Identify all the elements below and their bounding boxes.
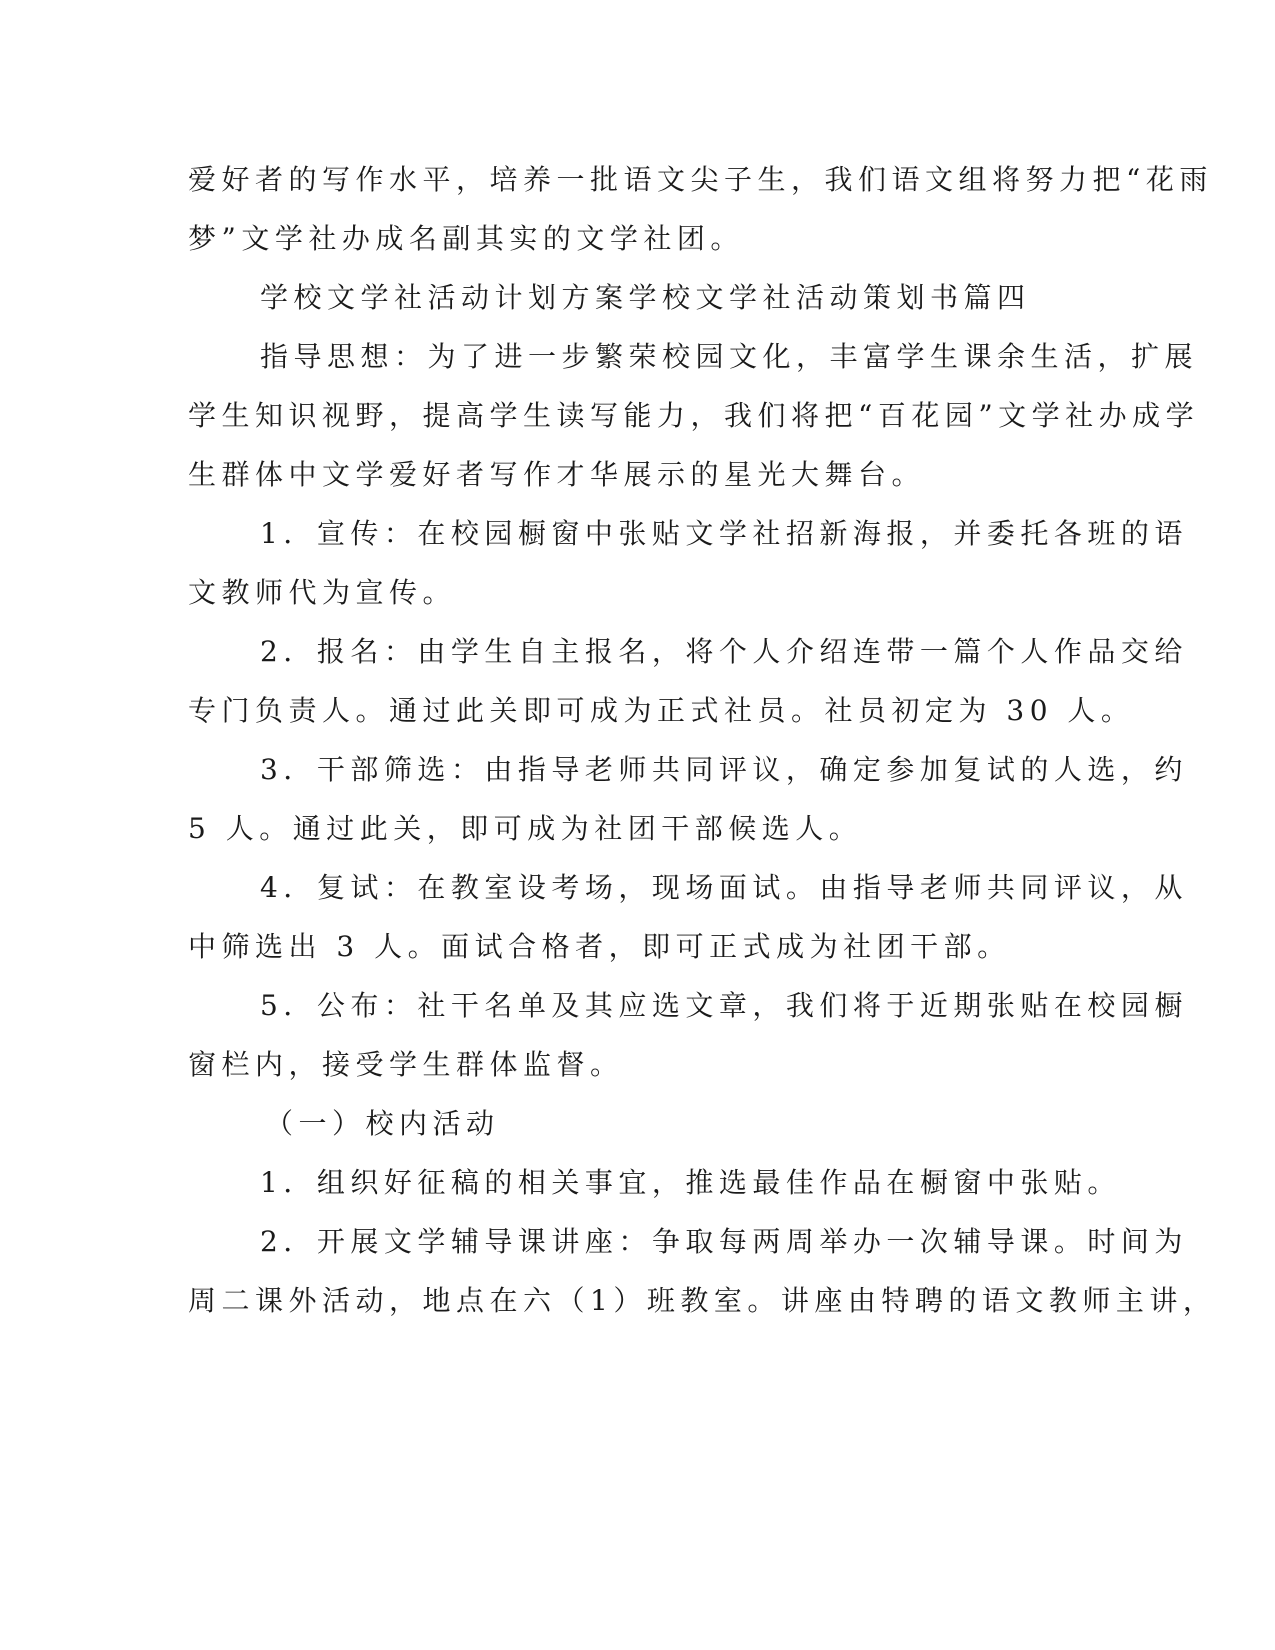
body-text-line: 指导思想：为了进一步繁荣校园文化，丰富学生课余生活，扩展 bbox=[260, 340, 1199, 373]
list-item: 2．开展文学辅导课讲座：争取每两周举办一次辅导课。时间为 bbox=[260, 1225, 1188, 1258]
body-text-line: 爱好者的写作水平，培养一批语文尖子生，我们语文组将努力把“花雨 bbox=[188, 163, 1213, 196]
body-text-line: 窗栏内，接受学生群体监督。 bbox=[188, 1048, 624, 1081]
body-text-line: 周二课外活动，地点在六（1）班教室。讲座由特聘的语文教师主讲， bbox=[188, 1284, 1217, 1317]
body-text-line: 梦”文学社办成名副其实的文学社团。 bbox=[188, 222, 744, 255]
subsection-heading: （一）校内活动 bbox=[265, 1107, 500, 1140]
list-item: 1．宣传：在校园橱窗中张贴文学社招新海报，并委托各班的语 bbox=[260, 517, 1188, 550]
list-item: 2．报名：由学生自主报名，将个人介绍连带一篇个人作品交给 bbox=[260, 635, 1188, 668]
body-text-line: 5 人。通过此关，即可成为社团干部候选人。 bbox=[188, 812, 863, 845]
body-text-line: 专门负责人。通过此关即可成为正式社员。社员初定为 30 人。 bbox=[188, 694, 1135, 727]
body-text-line: 文教师代为宣传。 bbox=[188, 576, 457, 609]
body-text-line: 学生知识视野，提高学生读写能力，我们将把“百花园”文学社办成学 bbox=[188, 399, 1200, 432]
list-item: 4．复试：在教室设考场，现场面试。由指导老师共同评议，从 bbox=[260, 871, 1188, 904]
list-item: 5．公布：社干名单及其应选文章，我们将于近期张贴在校园橱 bbox=[260, 989, 1188, 1022]
list-item: 3．干部筛选：由指导老师共同评议，确定参加复试的人选，约 bbox=[260, 753, 1188, 786]
body-text-line: 中筛选出 3 人。面试合格者，即可正式成为社团干部。 bbox=[188, 930, 1011, 963]
section-heading: 学校文学社活动计划方案学校文学社活动策划书篇四 bbox=[260, 281, 1031, 314]
body-text-line: 生群体中文学爱好者写作才华展示的星光大舞台。 bbox=[188, 458, 926, 491]
list-item: 1．组织好征稿的相关事宜，推选最佳作品在橱窗中张贴。 bbox=[260, 1166, 1121, 1199]
